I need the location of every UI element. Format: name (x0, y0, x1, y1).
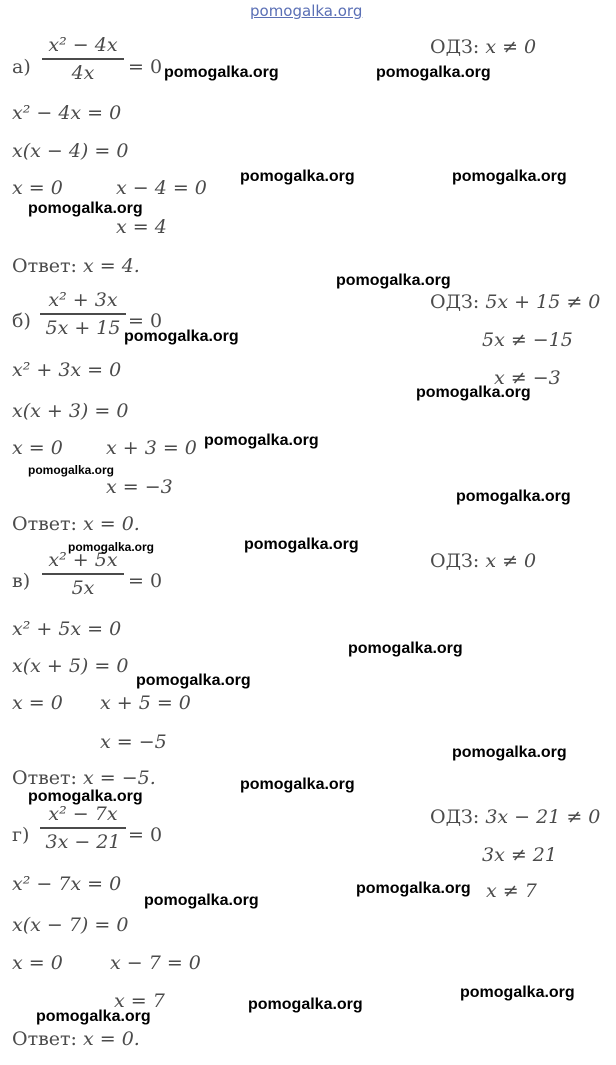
watermark: pomogalka.org (248, 996, 363, 1013)
root-left: x = 0 (12, 437, 63, 459)
watermark: pomogalka.org (348, 640, 463, 657)
answer-value: x = 4. (83, 255, 140, 277)
watermark: pomogalka.org (460, 984, 575, 1001)
odz-line: x ≠ 0 (485, 550, 537, 572)
root-right-value: x = 7 (114, 990, 165, 1012)
odz-line: 3x ≠ 21 (482, 844, 557, 866)
problem-b-odz (430, 291, 600, 313)
problem-c-odz (430, 550, 536, 572)
watermark: pomogalka.org (28, 788, 143, 805)
fraction-bar (42, 58, 124, 60)
problem-b-answer (12, 513, 140, 535)
root-left: x = 0 (12, 952, 63, 974)
watermark: pomogalka.org (28, 463, 115, 477)
root-right-eq: x − 4 = 0 (116, 177, 207, 199)
watermark: pomogalka.org (136, 672, 251, 689)
answer-word: Ответ: (12, 1028, 77, 1050)
step-line: x(x − 4) = 0 (12, 140, 129, 162)
step-line: x² + 5x = 0 (12, 618, 122, 640)
problem-a-answer (12, 255, 140, 277)
watermark: pomogalka.org (144, 892, 259, 909)
answer-value: x = 0. (83, 513, 140, 535)
odz-line: x ≠ −3 (494, 367, 561, 389)
watermark: pomogalka.org (244, 536, 359, 553)
root-right-eq: x + 5 = 0 (100, 692, 191, 714)
problem-b-fraction (40, 289, 126, 339)
problem-b-numerator: x² + 3x (48, 289, 118, 311)
odz-line: 5x ≠ −15 (482, 329, 573, 351)
watermark: pomogalka.org (36, 1008, 151, 1025)
problem-d-odz (430, 806, 600, 828)
root-right-eq: x + 3 = 0 (106, 437, 197, 459)
problem-c-denominator: 5x (71, 576, 95, 599)
watermark: pomogalka.org (240, 168, 355, 185)
watermark: pomogalka.org (376, 64, 491, 81)
problem-a-label: а) (12, 56, 31, 78)
step-line: x² + 3x = 0 (12, 359, 122, 381)
watermark: pomogalka.org (124, 328, 239, 345)
odz-line: 5x + 15 ≠ 0 (485, 291, 601, 313)
problem-c-fraction (42, 549, 124, 599)
problem-d-rhs: = 0 (128, 824, 163, 846)
root-right-value: x = −5 (100, 731, 167, 753)
problem-d-answer (12, 1028, 140, 1050)
step-line: x² − 4x = 0 (12, 102, 122, 124)
answer-word: Ответ: (12, 513, 77, 535)
problem-c-numerator: x² + 5x (48, 549, 118, 571)
answer-value: x = −5. (83, 767, 156, 789)
fraction-bar (40, 827, 126, 829)
odz-word: ОДЗ: (430, 36, 480, 58)
odz-line: x ≠ 7 (486, 880, 537, 902)
problem-d-numerator: x² − 7x (48, 803, 118, 825)
root-left: x = 0 (12, 177, 63, 199)
step-line: x(x + 3) = 0 (12, 400, 129, 422)
site-header-link[interactable]: pomogalka.org (250, 2, 363, 20)
answer-word: Ответ: (12, 255, 77, 277)
problem-d-label: г) (12, 824, 30, 846)
watermark: pomogalka.org (28, 200, 143, 217)
problem-a-rhs: = 0 (128, 56, 163, 78)
watermark: pomogalka.org (240, 776, 355, 793)
odz-line: 3x − 21 ≠ 0 (485, 806, 601, 828)
root-right-value: x = −3 (106, 476, 173, 498)
watermark: pomogalka.org (452, 168, 567, 185)
problem-a-fraction (42, 34, 124, 84)
watermark: pomogalka.org (336, 272, 451, 289)
odz-word: ОДЗ: (430, 550, 480, 572)
problem-b-label: б) (12, 310, 31, 332)
step-line: x² − 7x = 0 (12, 873, 122, 895)
odz-word: ОДЗ: (430, 806, 480, 828)
watermark: pomogalka.org (356, 880, 471, 897)
problem-a-odz (430, 36, 536, 58)
answer-word: Ответ: (12, 767, 77, 789)
watermark: pomogalka.org (416, 384, 531, 401)
watermark: pomogalka.org (204, 432, 319, 449)
odz-word: ОДЗ: (430, 291, 480, 313)
odz-line: x ≠ 0 (485, 36, 537, 58)
step-line: x(x + 5) = 0 (12, 655, 129, 677)
watermark: pomogalka.org (452, 744, 567, 761)
fraction-bar (40, 313, 126, 315)
step-line: x(x − 7) = 0 (12, 914, 129, 936)
problem-a-numerator: x² − 4x (48, 34, 118, 56)
watermark: pomogalka.org (164, 64, 279, 81)
problem-c-label: в) (12, 570, 31, 592)
problem-b-denominator: 5x + 15 (45, 316, 121, 339)
problem-b-rhs: = 0 (128, 310, 163, 332)
root-left: x = 0 (12, 692, 63, 714)
watermark: pomogalka.org (68, 540, 155, 554)
root-right-eq: x − 7 = 0 (110, 952, 201, 974)
answer-value: x = 0. (83, 1028, 140, 1050)
problem-c-rhs: = 0 (128, 570, 163, 592)
problem-d-fraction (40, 803, 126, 853)
watermark: pomogalka.org (456, 488, 571, 505)
fraction-bar (42, 573, 124, 575)
problem-d-denominator: 3x − 21 (45, 830, 121, 853)
root-right-value: x = 4 (116, 216, 167, 238)
problem-a-denominator: 4x (71, 61, 95, 84)
problem-c-answer (12, 767, 156, 789)
